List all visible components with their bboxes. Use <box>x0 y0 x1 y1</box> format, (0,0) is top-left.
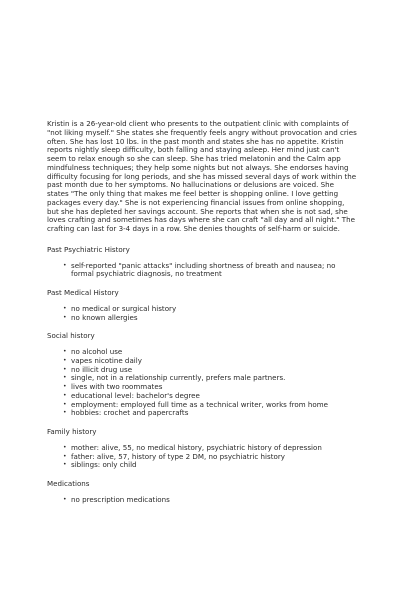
list-item: • no illicit drug use <box>63 366 357 375</box>
list-item: • no prescription medications <box>63 496 357 505</box>
section-past-medical-history <box>47 289 357 322</box>
bullet-list <box>47 496 357 505</box>
section-heading: Past Psychiatric History <box>47 244 130 254</box>
section-heading: Past Medical History <box>47 288 119 297</box>
section-past-psychiatric-history <box>47 246 357 279</box>
case-narrative: Kristin is a 26-year-old client who presents to the outpatient clinic with complaints of "not liking myself." She states she frequently feels angry without provocation and cries often. She has lost 10 lbs. in the past month and states she has no appetite. Kristin reports nightly sleep difficulty, both falling and staying asleep. Her mind just can't seem to relax enough so she can sleep. She has tried melatonin and the Calm app mindfulness techniques; they help some nights but not always. She endorses having difficulty focusing for long periods, and she has missed several days of work within the past month due to her symptoms. No hallucinations or delusions are voiced. She states "The only thing that makes me feel better is shopping online. I love getting packages every day." She is not experiencing financial issues from online shopping, but she has depleted her savings account. She reports that when she is not sad, she loves crafting and sometimes has days where she can craft "all day and all night." The crafting can last for 3-4 days in a row. She denies thoughts of self-harm or suicide. <box>47 119 357 233</box>
section-heading: Family history <box>47 427 97 436</box>
list-item: • siblings: only child <box>63 461 357 470</box>
bullet-list <box>47 444 357 470</box>
list-item: • educational level: bachelor's degree <box>63 392 357 401</box>
bullet-list <box>47 348 357 418</box>
list-item: • employment: employed full time as a technical writer, works from home <box>63 401 357 410</box>
list-item: • vapes nicotine daily <box>63 357 357 366</box>
list-item: • hobbies: crochet and papercrafts <box>63 409 357 418</box>
bullet-list <box>47 262 357 280</box>
list-item: • no alcohol use <box>63 348 357 357</box>
section-medications <box>47 480 357 505</box>
list-item: • lives with two roommates <box>63 383 357 392</box>
list-item: • self-reported "panic attacks" including shortness of breath and nausea; no formal psychiatric diagnosis, no treatment <box>63 262 357 280</box>
bullet-list <box>47 305 357 323</box>
section-heading: Social history <box>47 331 95 341</box>
list-item: • single, not in a relationship currently, prefers male partners. <box>63 374 357 383</box>
section-heading: Medications <box>47 479 90 488</box>
list-item: • no known allergies <box>63 314 357 323</box>
list-item: • mother: alive, 55, no medical history, psychiatric history of depression <box>63 444 357 453</box>
section-social-history <box>47 332 357 418</box>
list-item: • father: alive, 57, history of type 2 DM, no psychiatric history <box>63 453 357 462</box>
list-item: • no medical or surgical history <box>63 305 357 314</box>
section-family-history <box>47 428 357 470</box>
document-page <box>47 120 357 515</box>
